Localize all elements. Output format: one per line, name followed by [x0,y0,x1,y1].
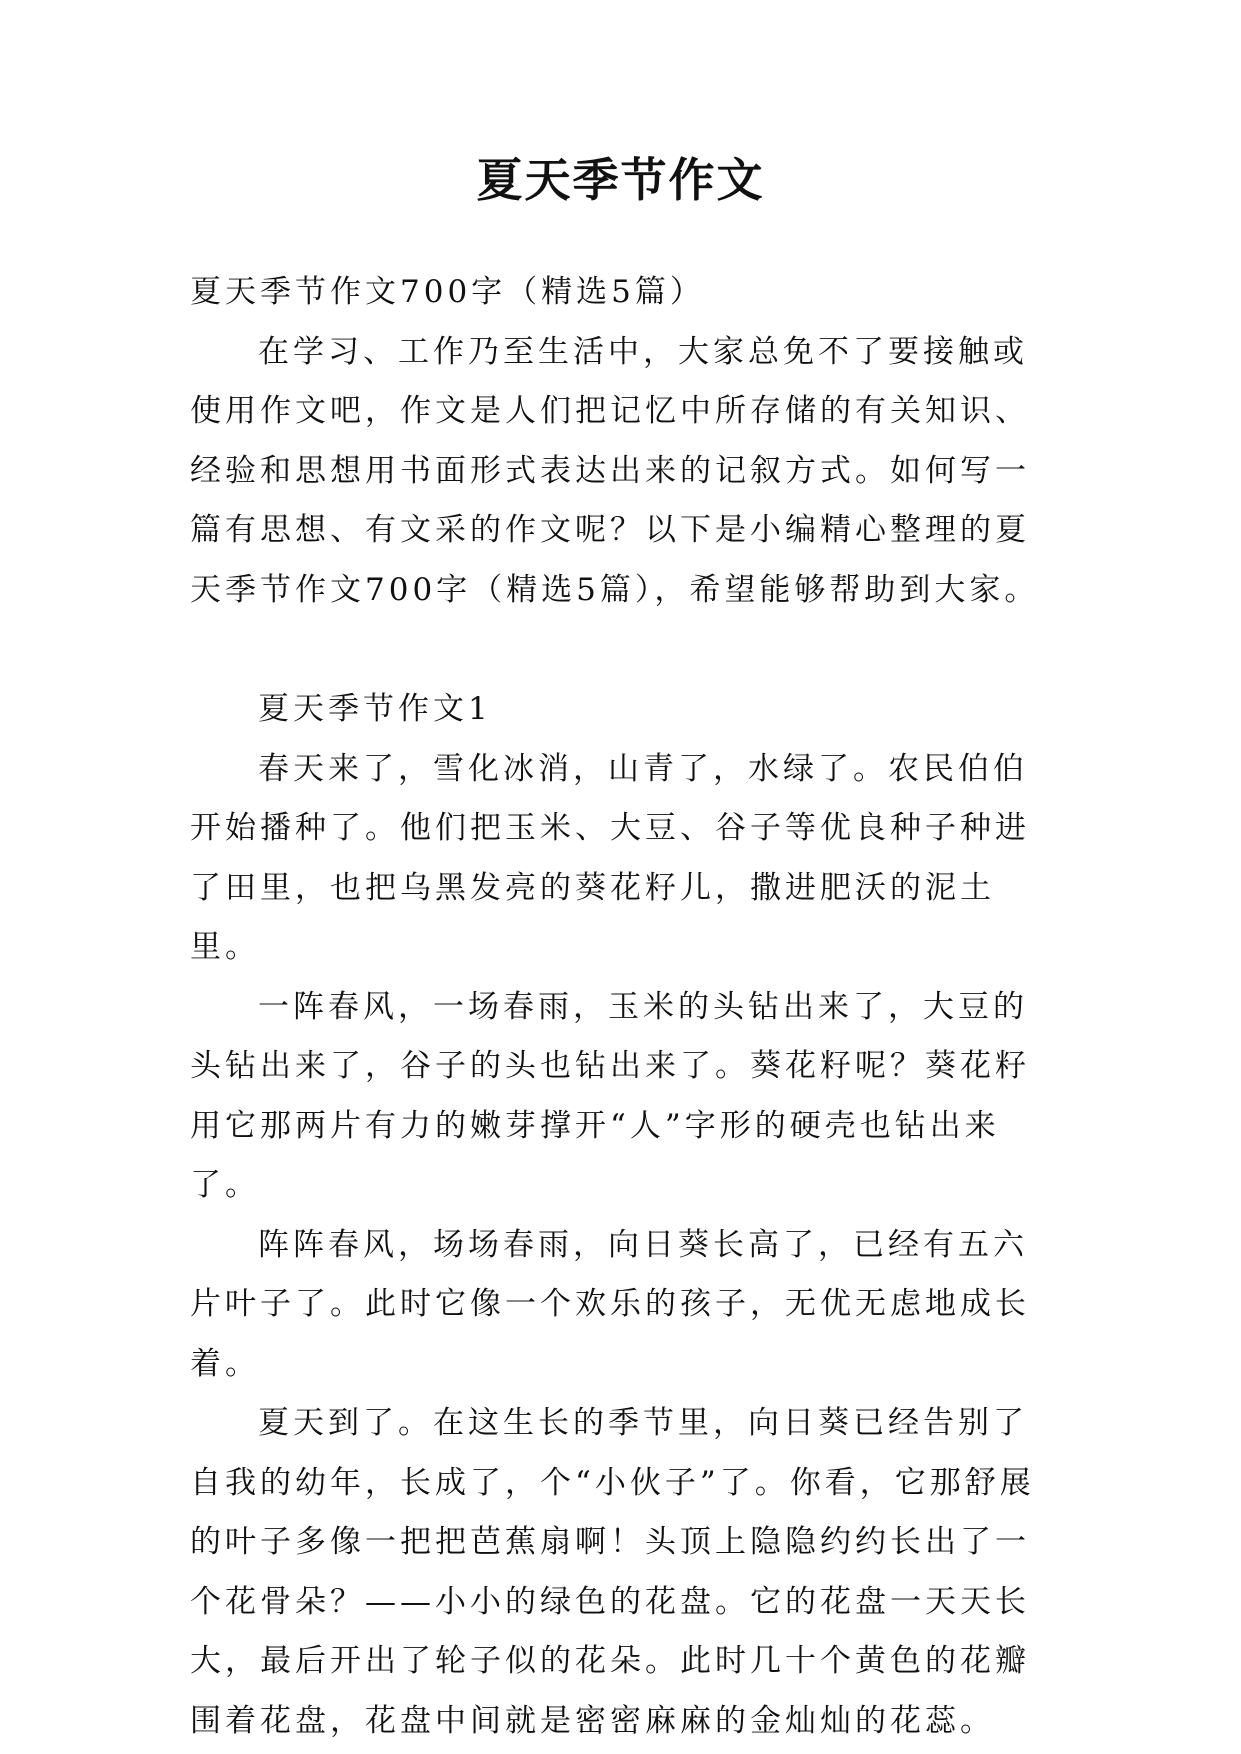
intro-paragraph: 在学习、工作乃至生活中，大家总免不了要接触或使用作文吧，作文是人们把记忆中所存储的有关知识、经验和思想用书面形式表达出来的记叙方式。如何写一篇有思想、有文采的作文呢？以下是小编精心整理的夏天季节作文700字（精选5篇），希望能够帮助到大家。 [190,333,1040,608]
section-heading: 夏天季节作文1 [258,691,492,727]
document-subtitle: 夏天季节作文700字（精选5篇） [190,274,705,310]
body-paragraph: 夏天到了。在这生长的季节里，向日葵已经告别了自我的幼年，长成了，个“小伙子”了。你看，它那舒展的叶子多像一把把芭蕉扇啊！头顶上隐隐约约长出了一个花骨朵？——小小的绿色的花盘。它的花盘一天天长大，最后开出了轮子似的花朵。此时几十个黄色的花瓣围着花盘，花盘中间就是密密麻麻的金灿灿的花蕊。 [190,1405,1035,1739]
document-title: 夏天季节作文 [476,153,765,207]
body-paragraph: 一阵春风，一场春雨，玉米的头钻出来了，大豆的头钻出来了，谷子的头也钻出来了。葵花籽呢？葵花籽用它那两片有力的嫩芽撑开“人”字形的硬壳也钻出来了。 [190,988,1030,1203]
body-paragraph: 阵阵春风，场场春雨，向日葵长高了，已经有五六片叶子了。此时它像一个欢乐的孩子，无优无虑地成长着。 [190,1226,1030,1382]
paragraph-spacer [190,620,1060,680]
body-paragraph: 春天来了，雪化冰消，山青了，水绿了。农民伯伯开始播种了。他们把玉米、大豆、谷子等优良种子种进了田里，也把乌黑发亮的葵花籽儿，撒进肥沃的泥土里。 [190,750,1030,965]
document-body [190,263,1060,1751]
